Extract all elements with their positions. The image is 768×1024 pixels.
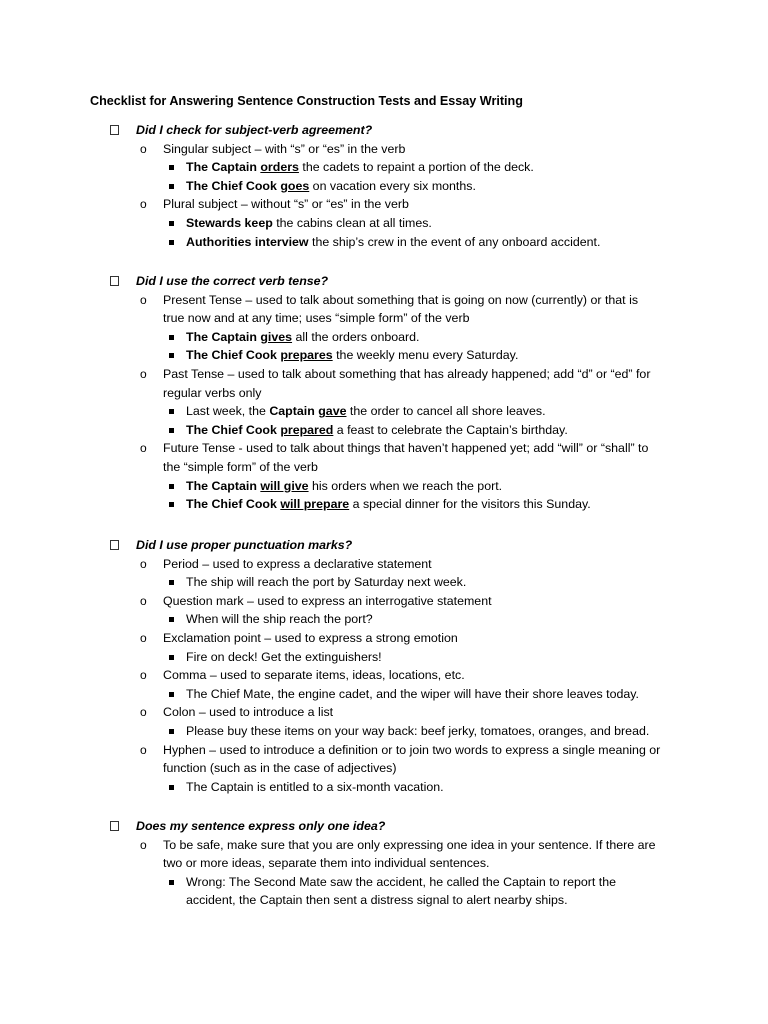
- example-text-segment: The ship will reach the port by Saturday next week.: [186, 575, 467, 590]
- item-text: Comma – used to separate items, ideas, locations, etc.: [163, 668, 465, 683]
- example-text-segment: the order to cancel all shore leaves.: [346, 404, 546, 419]
- square-bullet-icon: [169, 335, 174, 340]
- example-text-segment: orders: [260, 160, 299, 175]
- example-text-segment: Stewards keep: [186, 216, 273, 230]
- example-text-segment: Last week, the: [186, 404, 270, 419]
- example-text-segment: gave: [318, 404, 347, 419]
- example-text-segment: gives: [260, 329, 293, 344]
- example-text-segment: accident, the Captain then sent a distress signal to alert nearby ships.: [186, 893, 568, 908]
- square-bullet-icon: [169, 428, 174, 433]
- square-bullet-icon: [169, 165, 174, 170]
- example-text-segment: prepares: [280, 348, 333, 363]
- square-bullet-icon: [169, 785, 174, 790]
- example-text-segment: The Captain is entitled to a six-month vacation.: [186, 779, 444, 794]
- item-text: To be safe, make sure that you are only expressing one idea in your sentence. If there are: [163, 837, 656, 852]
- example-sentence: [186, 574, 466, 590]
- section-question: Did I use the correct verb tense?: [136, 274, 329, 288]
- example-text-segment: the cadets to repaint a portion of the deck.: [298, 160, 534, 175]
- circle-bullet-icon: o: [140, 837, 147, 852]
- section-question: Does my sentence express only one idea?: [136, 819, 386, 833]
- example-sentence: [186, 892, 568, 908]
- example-text-segment: The Chief Cook: [186, 178, 281, 193]
- example-text-segment: Captain: [269, 404, 319, 419]
- checkbox-icon: [110, 125, 119, 135]
- circle-bullet-icon: o: [140, 668, 147, 683]
- section-question: Did I check for subject-verb agreement?: [136, 123, 373, 137]
- example-sentence: [186, 496, 591, 512]
- example-sentence: [186, 649, 382, 665]
- checkbox-icon: [110, 276, 119, 286]
- example-text-segment: The Chief Cook: [186, 422, 281, 437]
- square-bullet-icon: [169, 692, 174, 697]
- item-text: the “simple form” of the verb: [163, 460, 318, 474]
- example-text-segment: The Captain: [186, 329, 261, 344]
- square-bullet-icon: [169, 880, 174, 885]
- example-text-segment: the ship’s crew in the event of any onboard accident.: [308, 234, 601, 249]
- item-text: two or more ideas, separate them into individual sentences.: [163, 856, 490, 871]
- item-text: Past Tense – used to talk about something that has already happened; add “d” or “ed” for: [163, 367, 651, 381]
- example-sentence: [186, 329, 419, 345]
- item-text: Colon – used to introduce a list: [163, 705, 334, 720]
- square-bullet-icon: [169, 409, 174, 414]
- example-text-segment: The Captain: [186, 160, 261, 175]
- circle-bullet-icon: o: [140, 367, 147, 381]
- example-sentence: [186, 347, 518, 363]
- square-bullet-icon: [169, 484, 174, 489]
- example-text-segment: on vacation every six months.: [309, 178, 476, 193]
- square-bullet-icon: [169, 655, 174, 660]
- example-sentence: [186, 159, 534, 175]
- example-text-segment: The Chief Mate, the engine cadet, and the wiper will have their shore leaves today.: [186, 686, 639, 701]
- example-text-segment: the weekly menu every Saturday.: [332, 348, 519, 363]
- example-text-segment: his orders when we reach the port.: [308, 478, 503, 493]
- item-text: Period – used to express a declarative statement: [163, 556, 432, 571]
- item-text: Hyphen – used to introduce a definition or to join two words to express a single meaning or: [163, 742, 661, 757]
- example-text-segment: The Captain: [186, 478, 261, 493]
- example-sentence: [186, 234, 600, 250]
- example-text-segment: Authorities interview: [186, 234, 309, 249]
- item-text: Future Tense - used to talk about things that haven’t happened yet; add “will” or “shall” to: [163, 441, 649, 456]
- document-title: Checklist for Answering Sentence Construction Tests and Essay Writing: [90, 94, 523, 108]
- item-text: function (such as in the case of adjectives): [163, 761, 397, 776]
- example-text-segment: the cabins clean at all times.: [272, 216, 432, 230]
- example-text-segment: Wrong: The Second Mate saw the accident, he called the Captain to report the: [186, 874, 617, 889]
- example-sentence: [186, 686, 639, 702]
- example-sentence: [186, 178, 476, 194]
- circle-bullet-icon: o: [140, 441, 147, 456]
- square-bullet-icon: [169, 617, 174, 622]
- example-sentence: [186, 215, 432, 231]
- example-sentence: [186, 478, 502, 494]
- example-text-segment: Fire on deck! Get the extinguishers!: [186, 649, 382, 664]
- circle-bullet-icon: o: [140, 742, 147, 757]
- example-text-segment: The Chief Cook: [186, 497, 281, 512]
- example-text-segment: a feast to celebrate the Captain’s birthday.: [333, 422, 568, 437]
- square-bullet-icon: [169, 580, 174, 585]
- item-text: regular verbs only: [163, 385, 262, 400]
- checkbox-icon: [110, 540, 119, 550]
- example-text-segment: The Chief Cook: [186, 348, 281, 363]
- circle-bullet-icon: o: [140, 705, 147, 720]
- square-bullet-icon: [169, 729, 174, 734]
- square-bullet-icon: [169, 240, 174, 245]
- circle-bullet-icon: o: [140, 141, 147, 156]
- square-bullet-icon: [169, 502, 174, 507]
- circle-bullet-icon: o: [140, 631, 147, 645]
- circle-bullet-icon: o: [140, 292, 147, 307]
- example-text-segment: prepared: [280, 422, 334, 437]
- circle-bullet-icon: o: [140, 593, 147, 608]
- item-text: Singular subject – with “s” or “es” in the verb: [163, 141, 406, 156]
- example-text-segment: all the orders onboard.: [292, 329, 420, 344]
- checkbox-icon: [110, 821, 119, 831]
- item-text: Exclamation point – used to express a strong emotion: [163, 631, 458, 645]
- item-text: true now and at any time; uses “simple form” of the verb: [163, 311, 470, 326]
- item-text: Question mark – used to express an interrogative statement: [163, 593, 492, 608]
- example-sentence: [186, 611, 373, 627]
- item-text: Plural subject – without “s” or “es” in the verb: [163, 197, 409, 212]
- example-text-segment: When will the ship reach the port?: [186, 612, 373, 627]
- example-sentence: [186, 723, 649, 739]
- example-text-segment: goes: [280, 178, 310, 193]
- example-sentence: [186, 779, 444, 795]
- square-bullet-icon: [169, 353, 174, 358]
- example-text-segment: Please buy these items on your way back: beef jerky, tomatoes, oranges, and bread.: [186, 724, 650, 738]
- item-text: Present Tense – used to talk about something that is going on now (currently) or that is: [163, 292, 639, 307]
- section-question: Did I use proper punctuation marks?: [136, 538, 353, 552]
- example-sentence: [186, 403, 546, 419]
- square-bullet-icon: [169, 221, 174, 226]
- circle-bullet-icon: o: [140, 556, 147, 571]
- example-sentence: [186, 422, 568, 438]
- example-text-segment: a special dinner for the visitors this Sunday.: [349, 497, 591, 512]
- example-sentence: [186, 874, 616, 890]
- square-bullet-icon: [169, 184, 174, 189]
- circle-bullet-icon: o: [140, 197, 147, 212]
- example-text-segment: will give: [260, 478, 309, 493]
- example-text-segment: will prepare: [280, 497, 350, 512]
